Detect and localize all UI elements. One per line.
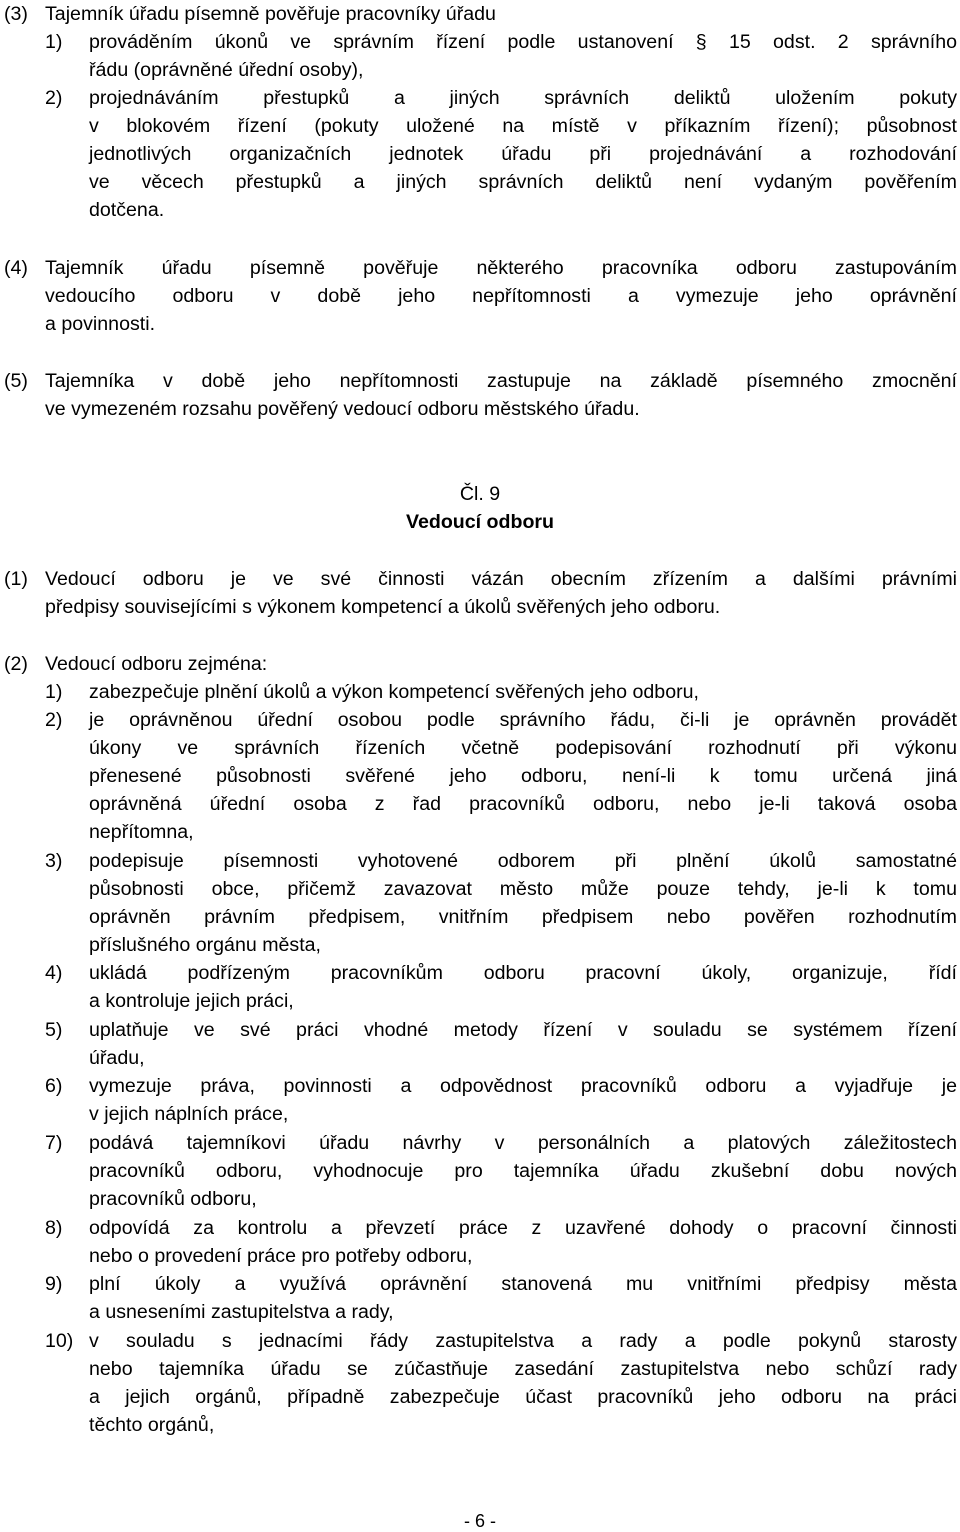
item-line: úřadu, [89,1047,145,1069]
item-line: přenesené působnosti svěřené jeho odboru, není-li k tomu určená jiná [89,765,957,787]
item-line: prováděním úkonů ve správním řízení podle ustanovení § 15 odst. 2 správního [89,31,957,53]
item-line: pracovníků odboru, [89,1188,257,1210]
item-number: 2) [45,709,63,731]
item-line: úkony ve správních řízeních včetně podepisování rozhodnutí při výkonu [89,737,957,759]
item-line: ve věcech přestupků a jiných správních deliktů není vydaným pověřením [89,171,957,193]
paragraph-intro: Vedoucí odboru zejména: [45,653,268,675]
item-line: nebo o provedení práce pro potřeby odboru, [89,1245,473,1267]
item-line: ukládá podřízeným pracovníkům odboru pracovní úkoly, organizuje, řídí [89,962,957,984]
item-line: nebo tajemníka úřadu se zúčastňuje zasedání zastupitelstva nebo schůzí rady [89,1358,957,1380]
item-line: podává tajemníkovi úřadu návrhy v personálních a platových záležitostech [89,1132,957,1154]
paragraph-label: (5) [4,370,28,392]
item-line: v blokovém řízení (pokuty uložené na místě v příkazním řízení); působnost [89,115,957,137]
item-line: projednáváním přestupků a jiných správních deliktů uložením pokuty [89,87,957,109]
item-number: 4) [45,962,63,984]
paragraph-line: předpisy souvisejícími s výkonem kompetencí a úkolů svěřených jeho odboru. [45,596,721,618]
article-number: Čl. 9 [459,483,501,505]
item-line: zabezpečuje plnění úkolů a výkon kompetencí svěřených jeho odboru, [89,681,699,703]
item-line: odpovídá za kontrolu a převzetí práce z uzavřené dohody o pracovní činnosti [89,1217,957,1239]
item-line: uplatňuje ve své práci vhodné metody řízení v souladu se systémem řízení [89,1019,957,1041]
item-line: vymezuje práva, povinnosti a odpovědnost pracovníků odboru a vyjadřuje je [89,1075,957,1097]
item-number: 9) [45,1273,63,1295]
item-line: v jejich náplních práce, [89,1103,289,1125]
item-line: v souladu s jednacími řády zastupitelstva a rady a podle pokynů starosty [89,1330,957,1352]
item-line: pracovníků odboru, vyhodnocuje pro tajemníka úřadu zkušební dobu nových [89,1160,957,1182]
item-number: 3) [45,850,63,872]
paragraph-label: (1) [4,568,28,590]
item-line: dotčena. [89,199,165,221]
paragraph-text: Tajemník úřadu písemně pověřuje pracovníky úřadu [45,3,496,25]
paragraph-label: (4) [4,257,28,279]
item-number: 1) [45,31,63,53]
item-line: působnosti obce, přičemž zavazovat město může pouze tehdy, je-li k tomu [89,878,957,900]
item-number: 6) [45,1075,63,1097]
page-number: - 6 - [463,1511,496,1531]
paragraph-line: vedoucího odboru v době jeho nepřítomnosti a vymezuje jeho oprávnění [45,285,957,307]
item-line: podepisuje písemnosti vyhotovené odborem při plnění úkolů samostatné [89,850,957,872]
paragraph-label: (3) [4,3,28,25]
item-line: plní úkoly a využívá oprávnění stanovená mu vnitřními předpisy města [89,1273,957,1295]
item-line: a kontroluje jejich práci, [89,990,294,1012]
item-line: nepřítomna, [89,821,194,843]
paragraph-line: Tajemník úřadu písemně pověřuje některého pracovníka odboru zastupováním [45,257,957,279]
item-number: 7) [45,1132,63,1154]
article-title: Vedoucí odboru [405,511,555,533]
item-line: těchto orgánů, [89,1414,215,1436]
item-number: 8) [45,1217,63,1239]
item-line: řádu (oprávněné úřední osoby), [89,59,364,81]
paragraph-line: Vedoucí odboru je ve své činnosti vázán obecním zřízením a dalšími právními [45,568,957,590]
item-number: 5) [45,1019,63,1041]
item-line: jednotlivých organizačních jednotek úřadu při projednávání a rozhodování [89,143,957,165]
item-line: je oprávněnou úřední osobou podle správního řádu, či-li je oprávněn provádět [89,709,957,731]
item-number: 10) [45,1330,74,1352]
item-line: příslušného orgánu města, [89,934,321,956]
paragraph-label: (2) [4,653,28,675]
item-line: oprávněn právním předpisem, vnitřním předpisem nebo pověřen rozhodnutím [89,906,957,928]
item-number: 1) [45,681,63,703]
item-line: oprávněná úřední osoba z řad pracovníků odboru, nebo je-li taková osoba [89,793,957,815]
item-line: a usneseními zastupitelstva a rady, [89,1301,394,1323]
paragraph-line: Tajemníka v době jeho nepřítomnosti zastupuje na základě písemného zmocnění [45,370,957,392]
item-line: a jejich orgánů, případně zabezpečuje účast pracovníků jeho odboru na práci [89,1386,957,1408]
item-number: 2) [45,87,63,109]
paragraph-line: a povinnosti. [45,313,156,335]
paragraph-line: ve vymezeném rozsahu pověřený vedoucí odboru městského úřadu. [45,398,640,420]
